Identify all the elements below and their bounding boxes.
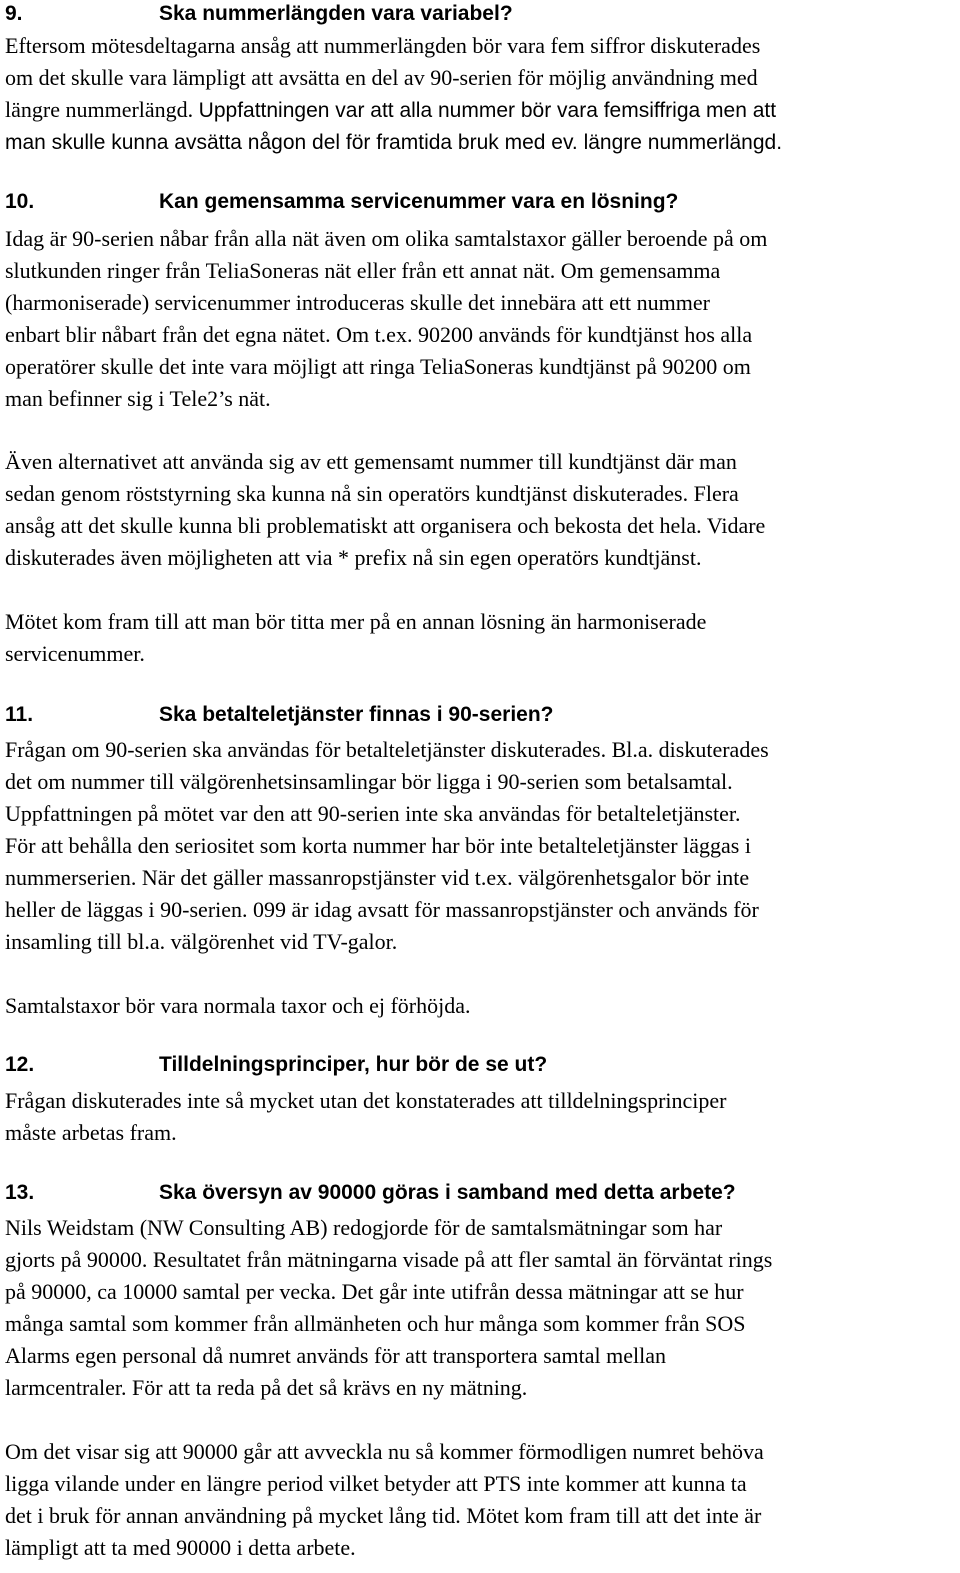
text-line [5, 1117, 727, 1149]
text-line [5, 287, 767, 319]
text-run: servicenummer. [5, 641, 145, 666]
section-heading [5, 1180, 736, 1206]
text-line [5, 1340, 772, 1372]
text-line [5, 926, 769, 958]
text-line [5, 223, 767, 255]
text-run: Även alternativet att använda sig av ett gemensamt nummer till kundtjänst där man [5, 449, 737, 474]
text-run: Eftersom mötesdeltagarna ansåg att nummerlängden bör vara fem siffror diskuterades [5, 33, 761, 58]
text-line [5, 446, 765, 478]
text-run: Frågan om 90-serien ska användas för betalteletjänster diskuterades. Bl.a. diskuterades [5, 737, 769, 762]
text-run: måste arbetas fram. [5, 1120, 177, 1145]
text-line [5, 990, 471, 1022]
text-run: Idag är 90-serien nåbar från alla nät även om olika samtalstaxor gäller beroende på om [5, 226, 768, 251]
text-run: Om det visar sig att 90000 går att avveckla nu så kommer förmodligen numret behöva [5, 1439, 764, 1464]
text-line [5, 383, 767, 415]
text-line [5, 478, 765, 510]
body-paragraph [5, 734, 769, 958]
body-paragraph [5, 446, 765, 574]
body-paragraph [5, 1085, 727, 1149]
text-run: larmcentraler. För att ta reda på det så krävs en ny mätning. [5, 1375, 528, 1400]
section-title: Ska betalteletjänster finnas i 90-serien? [159, 703, 554, 726]
text-run: lämpligt att ta med 90000 i detta arbete. [5, 1535, 356, 1560]
text-run: Frågan diskuterades inte så mycket utan det konstaterades att tilldelningsprinciper [5, 1088, 727, 1113]
text-run: (harmoniserade) servicenummer introduceras skulle det innebära att ett nummer [5, 290, 710, 315]
text-line [5, 1436, 764, 1468]
body-paragraph [5, 1436, 764, 1564]
text-run: ligga vilande under en längre period vilket betyder att PTS inte kommer att kunna ta [5, 1471, 747, 1496]
text-run: gjorts på 90000. Resultatet från mätningarna visade på att fler samtal än förväntat rings [5, 1247, 773, 1272]
text-line [5, 94, 782, 126]
section-heading [5, 1052, 547, 1078]
text-run: om det skulle vara lämpligt att avsätta en del av 90-serien för möjlig användning med [5, 65, 758, 90]
section-heading [5, 189, 678, 215]
text-line [5, 510, 765, 542]
text-run: För att behålla den seriositet som korta nummer har bör inte betalteletjänster läggas i [5, 833, 751, 858]
section-title: Ska översyn av 90000 göras i samband med detta arbete? [159, 1181, 736, 1204]
text-run: det om nummer till välgörenhetsinsamlingar bör ligga i 90-serien som betalsamtal. [5, 769, 733, 794]
text-run: Samtalstaxor bör vara normala taxor och ej förhöjda. [5, 993, 471, 1018]
body-paragraph [5, 30, 782, 158]
body-paragraph [5, 606, 706, 670]
text-line [5, 62, 782, 94]
text-run: Nils Weidstam (NW Consulting AB) redogjorde för de samtalsmätningar som har [5, 1215, 723, 1240]
text-run: ansåg att det skulle kunna bli problematiskt att organisera och bekosta det hela. Vidare [5, 513, 766, 538]
section-heading [5, 1, 513, 27]
section-title: Tilldelningsprinciper, hur bör de se ut? [159, 1053, 548, 1076]
section-heading [5, 702, 554, 728]
body-paragraph [5, 1212, 772, 1404]
text-line [5, 830, 769, 862]
text-line [5, 1244, 772, 1276]
text-line [5, 1468, 764, 1500]
text-line [5, 351, 767, 383]
text-run: diskuterades även möjligheten att via * prefix nå sin egen operatörs kundtjänst. [5, 545, 702, 570]
text-line [5, 319, 767, 351]
text-run-sans: man skulle kunna avsätta någon del för framtida bruk med ev. längre nummerlängd. [5, 131, 783, 154]
section-title: Kan gemensamma servicenummer vara en lösning? [159, 190, 679, 213]
text-line [5, 542, 765, 574]
text-line [5, 798, 769, 830]
text-run: enbart blir nåbart från det egna nätet. Om t.ex. 90200 används för kundtjänst hos alla [5, 322, 753, 347]
text-line [5, 638, 706, 670]
body-paragraph [5, 990, 471, 1022]
section-number: 9. [5, 2, 23, 25]
section-number: 13. [5, 1181, 35, 1204]
text-run: det i bruk för annan användning på mycket lång tid. Mötet kom fram till att det inte är [5, 1503, 762, 1528]
text-line [5, 1372, 772, 1404]
section-number: 11. [5, 703, 34, 726]
text-line [5, 862, 769, 894]
text-run: Alarms egen personal då numret används för att transportera samtal mellan [5, 1343, 666, 1368]
text-run: nummerserien. När det gäller massanropstjänster vid t.ex. välgörenhetsgalor bör inte [5, 865, 750, 890]
text-line [5, 1532, 764, 1564]
text-run: sedan genom röststyrning ska kunna nå sin operatörs kundtjänst diskuterades. Flera [5, 481, 739, 506]
text-run: man befinner sig i Tele2’s nät. [5, 386, 271, 411]
text-run: på 90000, ca 10000 samtal per vecka. Det går inte utifrån dessa mätningar att se hur [5, 1279, 744, 1304]
text-run-sans: Uppfattningen var att alla nummer bör vara femsiffriga men att [198, 99, 777, 122]
text-line [5, 255, 767, 287]
text-run: längre nummerlängd. [5, 97, 199, 122]
body-paragraph [5, 223, 767, 415]
text-line [5, 1308, 772, 1340]
text-line [5, 1212, 772, 1244]
text-run: Mötet kom fram till att man bör titta mer på en annan lösning än harmoniserade [5, 609, 707, 634]
text-run: operatörer skulle det inte vara möjligt att ringa TeliaSoneras kundtjänst på 90200 om [5, 354, 751, 379]
text-run: slutkunden ringer från TeliaSoneras nät eller från ett annat nät. Om gemensamma [5, 258, 721, 283]
section-number: 10. [5, 190, 35, 213]
text-line [5, 606, 706, 638]
text-line [5, 126, 782, 158]
section-number: 12. [5, 1053, 35, 1076]
text-run: heller de läggas i 90-serien. 099 är idag avsatt för massanropstjänster och används för [5, 897, 759, 922]
text-line [5, 766, 769, 798]
text-run: insamling till bl.a. välgörenhet vid TV-galor. [5, 929, 398, 954]
text-line [5, 1085, 727, 1117]
text-line [5, 1500, 764, 1532]
text-run: Uppfattningen på mötet var den att 90-serien inte ska användas för betalteletjänster. [5, 801, 741, 826]
text-line [5, 30, 782, 62]
section-title: Ska nummerlängden vara variabel? [159, 2, 513, 25]
text-line [5, 1276, 772, 1308]
text-run: många samtal som kommer från allmänheten och hur många som kommer från SOS [5, 1311, 746, 1336]
text-line [5, 734, 769, 766]
text-line [5, 894, 769, 926]
